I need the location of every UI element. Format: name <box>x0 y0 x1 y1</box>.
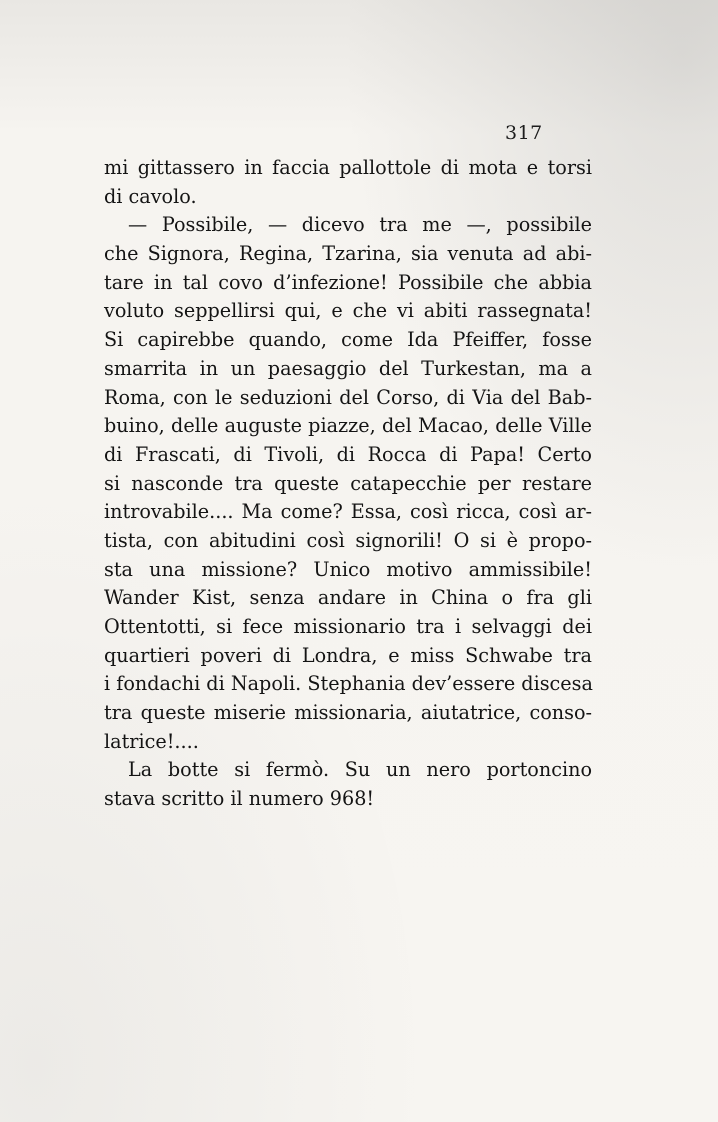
text-line: Roma, con le seduzioni del Corso, di Via del Bab- <box>104 385 592 409</box>
text-line: sta una missione? Unico motivo ammissibile! <box>104 557 592 581</box>
text-line: tra queste miserie missionaria, aiutatrice, conso- <box>104 701 592 725</box>
text-line: stava scritto il numero 968! <box>104 787 375 811</box>
text-line: buino, delle auguste piazze, del Macao, delle Ville <box>104 414 592 438</box>
text-line: che Signora, Regina, Tzarina, sia venuta ad abi- <box>104 242 592 266</box>
text-line: tista, con abitudini così signorili! O si è propo- <box>104 528 592 552</box>
text-line: i fondachi di Napoli. Stephania dev’essere discesa <box>104 672 593 696</box>
text-line: — Possibile, — dicevo tra me —, possibile <box>128 213 592 237</box>
body-text <box>104 154 592 814</box>
text-line: La botte si fermò. Su un nero portoncino <box>128 758 592 782</box>
text-line: voluto seppellirsi qui, e che vi abiti rassegnata! <box>104 299 592 323</box>
text-line: mi gittassero in faccia pallottole di mota e torsi <box>104 156 592 179</box>
text-line: si nasconde tra queste catapecchie per restare <box>104 471 592 495</box>
text-line: quartieri poveri di Londra, e miss Schwabe tra <box>104 643 592 667</box>
text-line: di Frascati, di Tivoli, di Rocca di Papa! Certo <box>104 442 592 466</box>
text-line: Ottentotti, si fece missionario tra i selvaggi dei <box>104 615 592 638</box>
text-line: tare in tal covo d’infezione! Possibile che abbia <box>104 270 592 294</box>
text-line: latrice!.... <box>104 729 199 753</box>
text-line: Wander Kist, senza andare in China o fra gli <box>104 586 592 610</box>
text-line: smarrita in un paesaggio del Turkestan, ma a <box>104 356 592 380</box>
text-line: introvabile.... Ma come? Essa, così ricca, così ar- <box>104 500 592 524</box>
text-line: di cavolo. <box>104 184 197 208</box>
page-number: 317 <box>505 122 543 144</box>
text-line: Si capirebbe quando, come Ida Pfeiffer, fosse <box>104 328 592 352</box>
